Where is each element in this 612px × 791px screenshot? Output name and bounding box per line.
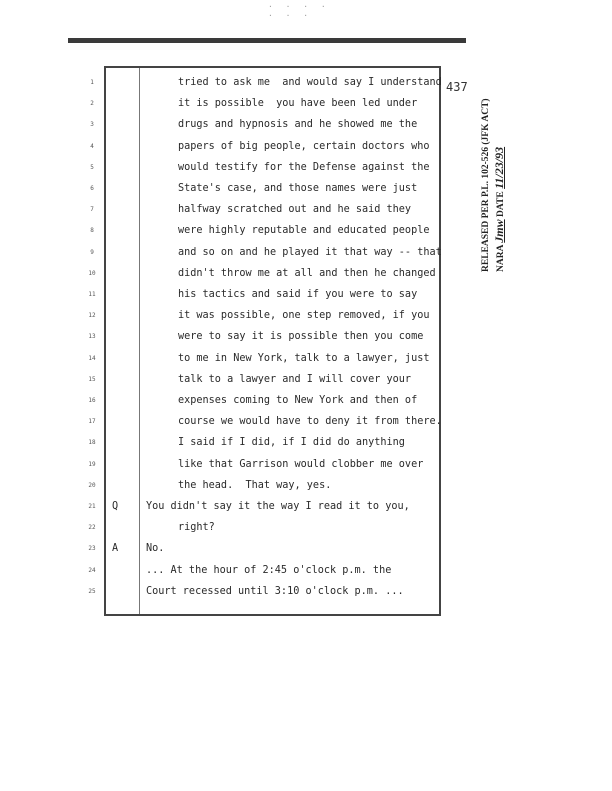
transcript-line	[0, 352, 470, 366]
line-number: 15	[88, 376, 96, 383]
transcript-line	[0, 161, 470, 175]
line-number: 23	[88, 545, 96, 552]
scan-artifact-mark: · · · · · · ·	[268, 2, 330, 20]
nara-initials: Jmw	[492, 219, 506, 243]
line-number: 14	[88, 355, 96, 362]
line-text: drugs and hypnosis and he showed me the	[178, 119, 418, 130]
transcript-line	[0, 394, 470, 408]
line-number: 4	[90, 143, 94, 150]
line-number: 11	[88, 291, 96, 298]
line-text: course we would have to deny it from there.	[178, 416, 442, 427]
line-number: 17	[88, 418, 96, 425]
transcript-line	[0, 246, 470, 260]
line-text: his tactics and said if you were to say	[178, 289, 418, 300]
line-text: to me in New York, talk to a lawyer, just	[178, 353, 430, 364]
line-number: 16	[88, 397, 96, 404]
transcript-line	[0, 330, 470, 344]
line-text: Court recessed until 3:10 o'clock p.m. ...	[146, 586, 404, 597]
line-number: 1	[90, 79, 94, 86]
line-number: 19	[88, 461, 96, 468]
line-text: and so on and he played it that way -- that	[178, 247, 442, 258]
line-text: papers of big people, certain doctors who	[178, 141, 430, 152]
line-number: 13	[88, 333, 96, 340]
line-text: would testify for the Defense against the	[178, 162, 430, 173]
line-text: were highly reputable and educated people	[178, 225, 430, 236]
line-number: 2	[90, 100, 94, 107]
transcript-line	[0, 479, 470, 493]
line-number: 20	[88, 482, 96, 489]
nara-label: NARA	[496, 245, 506, 272]
line-text: expenses coming to New York and then of	[178, 395, 418, 406]
line-number: 18	[88, 439, 96, 446]
line-number: 22	[88, 524, 96, 531]
date-label: DATE	[496, 191, 506, 217]
line-number: 3	[90, 121, 94, 128]
line-text: the head. That way, yes.	[178, 480, 332, 491]
date-value: 11/23/93	[492, 146, 506, 189]
line-text: didn't throw me at all and then he changed	[178, 268, 436, 279]
line-number: 24	[88, 567, 96, 574]
transcript-line	[0, 458, 470, 472]
transcript-line	[0, 97, 470, 111]
line-number: 8	[90, 227, 94, 234]
transcript-line	[0, 267, 470, 281]
line-text: it was possible, one step removed, if you	[178, 310, 430, 321]
transcript-line	[0, 521, 470, 535]
transcript-line	[0, 140, 470, 154]
line-number: 6	[90, 185, 94, 192]
transcript-line	[0, 182, 470, 196]
transcript-line	[0, 542, 470, 556]
transcript-line	[0, 585, 470, 599]
transcript-line	[0, 500, 470, 514]
line-text: tried to ask me and would say I understand	[178, 77, 442, 88]
line-number: 10	[88, 270, 96, 277]
line-text: I said if I did, if I did do anything	[178, 437, 405, 448]
transcript-line	[0, 373, 470, 387]
release-stamp	[480, 86, 526, 272]
line-number: 21	[88, 503, 96, 510]
transcript-line	[0, 224, 470, 238]
line-text: talk to a lawyer and I will cover your	[178, 374, 412, 385]
transcript-line	[0, 564, 470, 578]
line-text: No.	[146, 543, 165, 554]
transcript-line	[0, 415, 470, 429]
release-stamp-line1: RELEASED PER P.L. 102-526 (JFK ACT)	[481, 98, 491, 272]
speaker-label: A	[112, 543, 119, 554]
line-text: right?	[178, 522, 215, 533]
line-number: 12	[88, 312, 96, 319]
line-text: were to say it is possible then you come	[178, 331, 424, 342]
line-number: 5	[90, 164, 94, 171]
header-bar	[68, 38, 466, 43]
line-text: State's case, and those names were just	[178, 183, 418, 194]
speaker-label: Q	[112, 501, 119, 512]
line-text: ... At the hour of 2:45 o'clock p.m. the	[146, 565, 392, 576]
line-text: it is possible you have been led under	[178, 98, 418, 109]
line-text: halfway scratched out and he said they	[178, 204, 412, 215]
line-text: like that Garrison would clobber me over	[178, 459, 424, 470]
line-number: 9	[90, 249, 94, 256]
transcript-line	[0, 203, 470, 217]
transcript-line	[0, 288, 470, 302]
transcript-line	[0, 76, 470, 90]
line-text: You didn't say it the way I read it to you,	[146, 501, 410, 512]
transcript-line	[0, 309, 470, 323]
page-number: 437	[446, 80, 468, 94]
transcript-line	[0, 436, 470, 450]
line-number: 25	[88, 588, 96, 595]
transcript-line	[0, 118, 470, 132]
line-number: 7	[90, 206, 94, 213]
